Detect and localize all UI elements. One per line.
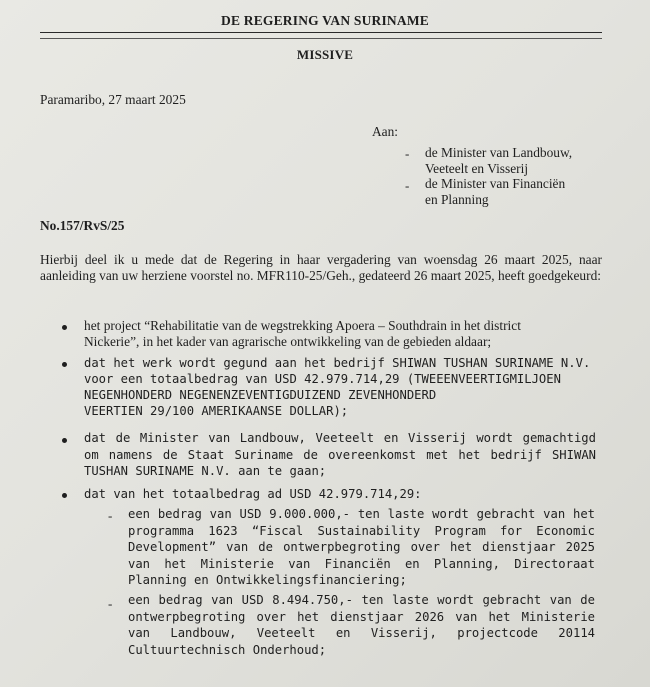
document-type: MISSIVE: [296, 47, 354, 62]
bullet-2-line1: dat het werk wordt gegund aan het bedrijf SHIWAN TUSHAN SURINAME N.V.: [84, 356, 591, 370]
header-rule: [40, 32, 602, 33]
addressee-1-line1: de Minister van Landbouw,: [425, 145, 573, 160]
place-date: Paramaribo, 27 maart 2025: [40, 92, 186, 107]
bullet-3-text: dat de Minister van Landbouw, Veeteelt en Visserij wordt gemachtigd om namens de Staat Suriname de overeenkomst met het bedrijf SHIWAN TUSHAN SURINAME N.V. aan te gaan;: [84, 431, 596, 478]
bullet-marker: [62, 325, 67, 330]
addressee-label: Aan:: [372, 124, 399, 139]
bullet-2-line2: voor een totaalbedrag van USD 42.979.714,29 (TWEEENVEERTIGMILJOEN: [84, 372, 561, 386]
bullet-marker: [62, 438, 67, 443]
addressee-dash: -: [405, 178, 410, 193]
bullet-1-line1: het project “Rehabilitatie van de wegstrekking Apoera – Southdrain in het district: [84, 318, 521, 333]
sub-item-dash: -: [108, 596, 113, 611]
reference-number: No.157/RvS/25: [40, 218, 125, 233]
intro-paragraph: Hierbij deel ik u mede dat de Regering in haar vergadering van woensdag 26 maart 2025, naar aanleiding van uw herziene voorstel no. MFR110-25/Geh., gedateerd 26 maart 2025, heeft goedgekeurd:: [40, 252, 602, 284]
sub-item-dash: -: [108, 508, 113, 523]
bullet-4-text: dat van het totaalbedrag ad USD 42.979.714,29:: [84, 487, 422, 501]
addressee-2-line2: en Planning: [425, 192, 489, 207]
bullet-marker: [62, 493, 67, 498]
bullet-marker: [62, 362, 67, 367]
header-rule-secondary: [40, 38, 602, 39]
government-heading: DE REGERING VAN SURINAME: [221, 13, 429, 28]
addressee-1-line2: Veeteelt en Visserij: [425, 161, 529, 176]
sub-item-2-text: een bedrag van USD 8.494.750,- ten laste wordt gebracht van de ontwerpbegroting over het dienstjaar 2026 van het Ministerie van Landbouw, Veeteelt en Visserij, projectcode 20114 Cultuurtechnisch Onderhoud;: [128, 593, 595, 657]
addressee-2-line1: de Minister van Financiën: [425, 176, 566, 191]
bullet-2-line4: VEERTIEN 29/100 AMERIKAANSE DOLLAR);: [84, 404, 349, 418]
addressee-dash: -: [405, 146, 410, 161]
sub-item-1-text: een bedrag van USD 9.000.000,- ten laste wordt gebracht van het programma 1623 “Fiscal Sustainability Program for Economic Development” van de ontwerpbegroting over het dienstjaar 2025 van het Ministerie van Financiën en Planning, Directoraat Planning en Ontwikkelingsfinanciering;: [128, 507, 595, 587]
bullet-2-line3: NEGENHONDERD NEGENENZEVENTIGDUIZEND ZEVENHONDERD: [84, 388, 437, 402]
bullet-1-line2: Nickerie”, in het kader van agrarische ontwikkeling van de gebieden aldaar;: [84, 334, 492, 349]
